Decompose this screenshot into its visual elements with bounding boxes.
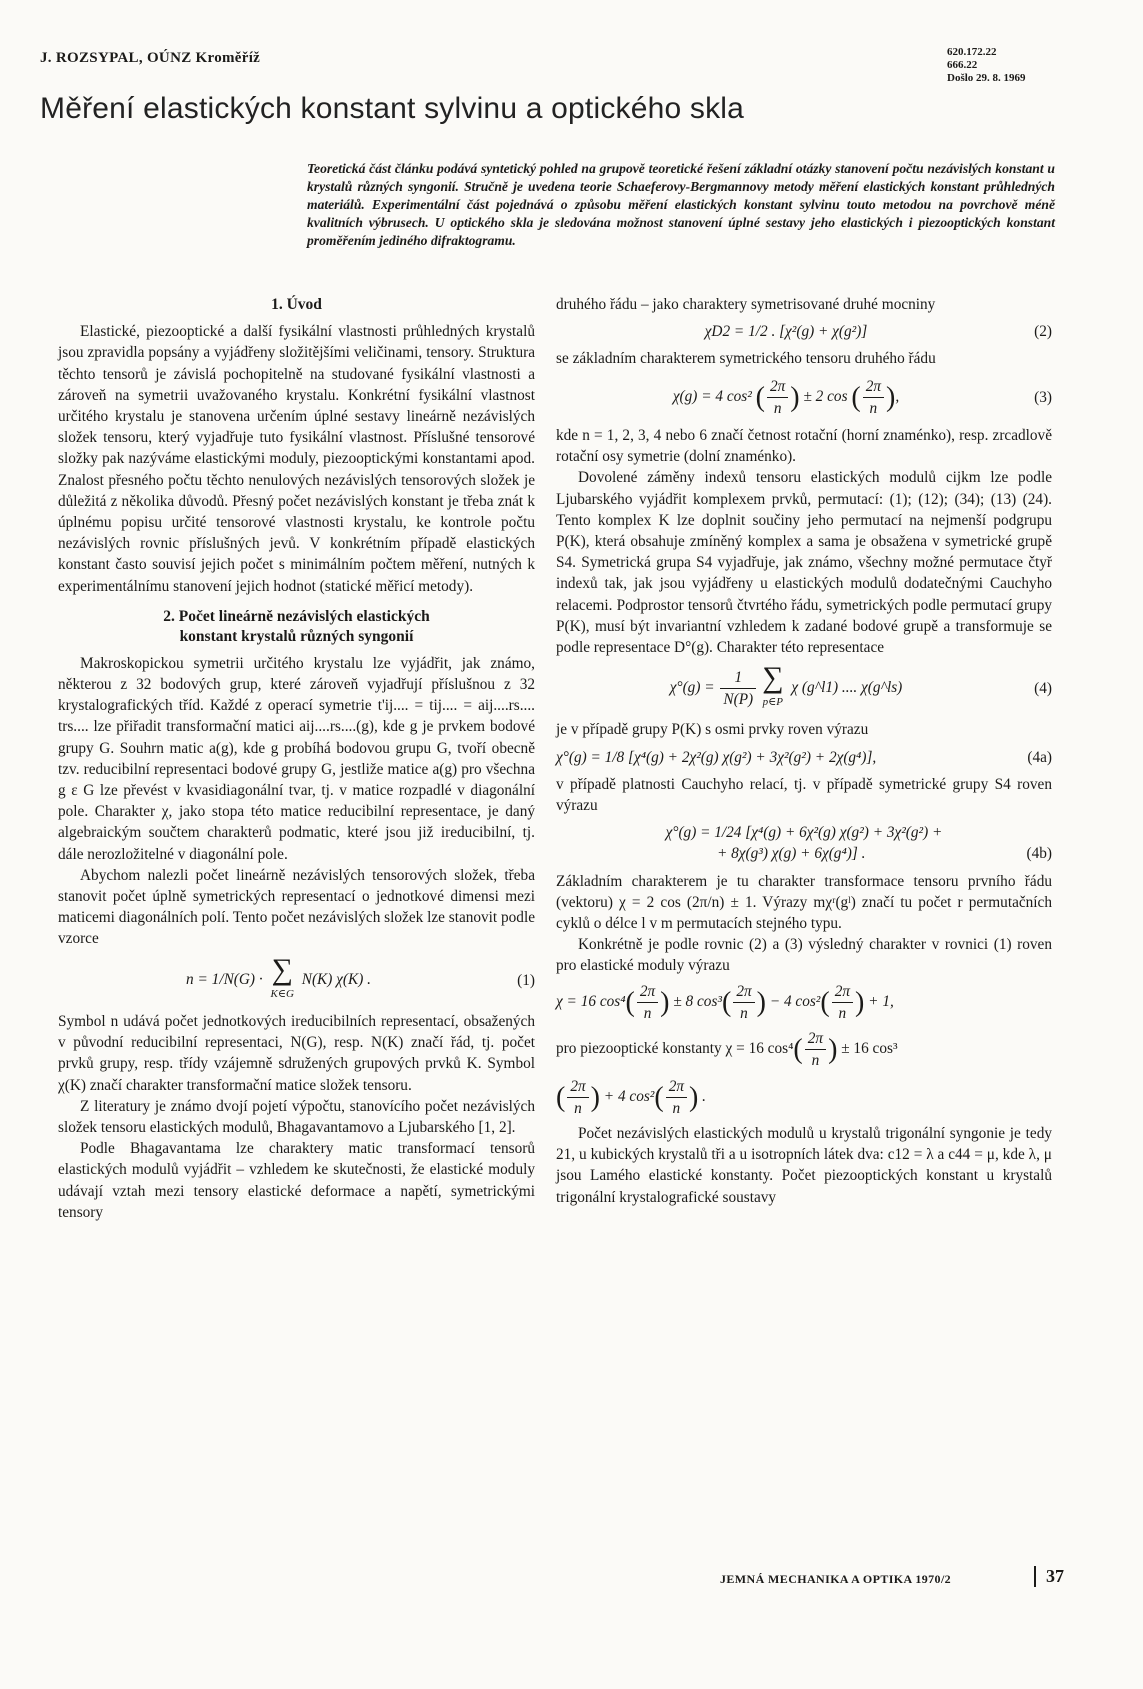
article-title: Měření elastických konstant sylvinu a optického skla — [40, 92, 745, 125]
equation-1-number: (1) — [517, 971, 535, 989]
equation-6: ( $\frac{2\pi}{n}$ ) + 4 cos²( $\frac{2\pi}{n}$ ) . — [556, 1077, 707, 1117]
symmetry-paragraph: Makroskopickou symetrii určitého krystalu lze vyjádřit, jak známo, některou z 32 bodových grup, které zároveň vyjadřují příslušnou z 32 krystalografických tříd. Každé z operací symetrie t'ij.... = tij.... = aij....rs.... trs.... lze přiřadit transformační matici aij....rs....(g), kde g je prvkem bodové grupy G. Souhrn matic a(g), kde g probíhá bodovou grupu G, tvoří obecně tzv. reducibilní representaci bodové grupy G, jestliže matice a(g) pro všechna g ε G lze převést v kvasidiagonální tvar, tj. v matice rozpadlé v diagonální pole. Charakter χ, jako stopa této matice reducibilní representace, je daný algebraickým součtem charakterů podmatic, které jsou již ireducibilní, tj. dále nerozložitelné v diagonální pole. — [58, 654, 535, 863]
page-number: 37 — [1034, 1566, 1064, 1587]
rotation-axis-paragraph: kde n = 1, 2, 3, 4 nebo 6 značí četnost rotační (horní znaménko), resp. zrcadlově rotační osy symetrie (dolní znaménko). — [556, 427, 1052, 466]
equation-1-lhs: n = 1/N(G) · — [186, 970, 267, 988]
equation-4a-number: (4a) — [1027, 748, 1052, 766]
continued-paragraph: druhého řádu – jako charaktery symetrisované druhé mocniny — [556, 296, 936, 313]
basic-character-paragraph: se základním charakterem symetrického tensoru druhého řádu — [556, 350, 936, 368]
cauchy-paragraph: v případě platnosti Cauchyho relací, tj. v případě symetrické grupy S4 roven výrazu — [556, 775, 1052, 815]
eight-elements-paragraph: je v případě grupy P(K) s osmi prvky roven výrazu — [556, 721, 869, 739]
equation-2-number: (2) — [1034, 323, 1052, 341]
equation-4: χ°(g) = $\frac{1}{N(P)}$ ∑ p∈P χ (g^l1) .... χ(g^ls) (4) — [556, 664, 1052, 713]
vector-character-paragraph: Základním charakterem je tu charakter transformace tensoru prvního řádu (vektoru) χ = 2 cos (2π/n) ± 1. Výrazy mχʳ(gˡ) značí tu počet r permutačních cyklů o délce l v m permutacích stejného typu. — [556, 872, 1052, 933]
equation-4b-number: (4b) — [1026, 845, 1052, 863]
udc-code-2: 666.22 — [947, 59, 978, 71]
sum-subscript: K∈G — [270, 987, 294, 1000]
abstract: Teoretická část článku podává syntetický pohled na grupově teoretické řešení základní otázky stanovení počtu nezávislých konstant u krystalů různých syngonií. Stručně je uvedena teorie Schaeferovy-Bergmannovy metody měření elastických konstant průhledných materiálů. Experimentální část pojednává o způsobu měření elastických konstant sylvinu touto metodou na povrchově méně kvalitních výbrusech. U optického skla je sledována možnost stanovení úplné sestavy jeho elastických i piezooptických konstant proměřením jediného difraktogramu. — [307, 161, 1055, 248]
received-date: Došlo 29. 8. 1969 — [947, 72, 1026, 84]
independent-components-paragraph: Abychom nalezli počet lineárně nezávislých tensorových složek, třeba stanovit počet úplně symetrických representací o jednotkové dimensi mezi maticemi diagonálních polí. Tento počet nezávislých složek lze stanovit podle vzorce — [58, 866, 535, 948]
right-column — [556, 294, 1052, 1208]
permutation-paragraph: Dovolené záměny indexů tensoru elastických modulů cijkm lze podle Ljubarského vyjádřit komplexem prvků, permutací: (1); (12); (34); (13) (24). Tento komplex K lze doplnit součiny jeho permutací na nejmenší podgrupu P(K), která obsahuje zmíněný komplex a sama je obsažena v symetrické grupě S4. Symetrická grupa S4 vyjadřuje, jak známo, všechny možné permutace čtyř indexů tak, jak jsou vyjádřeny u elastických modulů dodatečnými Cauchyho relacemi. Podprostor tensorů čtvrtého řádu, symetrických podle permutací grupy P(K), musí být invariantní vzhledem k zadané bodové grupě a transformuje se podle representace D°(g). Charakter této representace — [556, 469, 1052, 657]
bhagavantam-paragraph: Podle Bhagavantama lze charaktery matic transformací tensorů elastických modulů vyjádřit – vzhledem ke skutečnosti, že elastické moduly udávají vztah mezi tensory elastické deformace a napětí, symetrickými tensory — [58, 1140, 535, 1221]
literature-paragraph: Z literatury je známo dvojí pojetí výpočtu, stanovícího počet nezávislých složek tensoru elastických modulů, Bhagavantamovo a Ljubarského [1, 2]. — [58, 1097, 535, 1136]
fraction: $\frac{2\pi}{n}$ — [863, 376, 884, 419]
sum-symbol: ∑ K∈G — [270, 956, 293, 1005]
piezooptic-line: pro piezooptické konstanty χ = 16 cos⁴( $\frac{2\pi}{n}$ ) ± 16 cos³ — [556, 1030, 898, 1070]
journal-footer: JEMNÁ MECHANIKA A OPTIKA 1970/2 — [720, 1572, 952, 1586]
equation-3: χ(g) = 4 cos² ( $\frac{2\pi}{n}$ ) ± 2 cos ( $\frac{2\pi}{n}$ ), (3) — [556, 376, 1052, 419]
equation-3-number: (3) — [1034, 388, 1052, 406]
equation-3-part-b: ± 2 cos — [803, 387, 852, 405]
author-line: J. ROZSYPAL, OÚNZ Kroměříž — [40, 50, 261, 66]
section-heading-count — [58, 607, 535, 647]
sum-symbol: ∑ p∈P — [762, 661, 784, 709]
count-summary-paragraph: Počet nezávislých elastických modulů u krystalů trigonální syngonie je tedy 21, u kubických krystalů tři a u isotropních látek dva: c12 = λ a c44 = μ, kde λ, μ jsou Laméhо elastické konstanty. Počet piezooptických konstant u krystalů trigonální krystalografické soustavy — [556, 1124, 1052, 1206]
equation-3-part-a: χ(g) = 4 cos² — [672, 387, 752, 405]
equation-4b — [556, 822, 1052, 864]
equation-5: χ = 16 cos⁴( $\frac{2\pi}{n}$ ) ± 8 cos³( $\frac{2\pi}{n}$ ) − 4 cos²( $\frac{2\pi}{n}$ ) + 1, — [556, 982, 894, 1022]
section-heading-line-1: 2. Počet lineárně nezávislých elastických — [163, 607, 430, 625]
equation-4b-line-1: χ°(g) = 1/24 [χ⁴(g) + 6χ²(g) χ(g²) + 3χ²(g²) + — [665, 824, 943, 842]
equation-4-number: (4) — [1034, 680, 1052, 698]
equation-2 — [556, 321, 1052, 342]
intro-paragraph: Elastické, piezooptické a další fysikální vlastnosti průhledných krystalů jsou zpravidla popsány a vyjádřeny složitějšími veličinami, tensory. Struktura těchto tensorů je závislá pochopitelně na studované fysikální vlastnosti a zároveň na symetrii uvažovaného krystalu. Konkrétní fysikální vlastnost určitého krystalu je stanovena určením úplné sestavy lineárně nezávislých složek tensoru, který vyjadřuje tuto fysikální vlastnost. Příslušné tensorové složky pak nazýváme elastickými moduly, piezooptickými konstantami apod. Znalost přesného počtu těchto nenulových nezávislých tensorových složek je důležitá z několika důvodů. Přesný počet nezávislých konstant je třeba znát k úplnému popisu určité tensorové vlastnosti krystalu, ke kontrole počtu nezávislých rovnic příslušných jevů. V konkrétním případě elastických konstant často souvisí jejich počet s minimálním počtem měření, nutných k experimentálnímu stanovení jejich hodnot (statické měřicí metody). — [58, 323, 535, 595]
article-meta — [947, 46, 1026, 85]
fraction: $\frac{2\pi}{n}$ — [767, 376, 788, 419]
fraction: $\frac{1}{N(P)}$ — [720, 667, 756, 710]
equation-2-body: χD2 = 1/2 . [χ²(g) + χ(g²)] — [704, 323, 868, 341]
equation-4b-line-2: + 8χ(g³) χ(g) + 6χ(g⁴)] . — [717, 845, 866, 863]
resulting-character-paragraph: Konkrétně je podle rovnic (2) a (3) výsledný charakter v rovnici (1) roven pro elastické moduly výrazu — [556, 936, 1052, 975]
symbol-definition-paragraph: Symbol n udává počet jednotkových ireducibilních representací, obsažených v původní reducibilní representaci, N(G), resp. N(K) značí řád, tj. počet prvků grupy, resp. třídy vzájemně sdružených grupových prvků K. Symbol χ(K) značí charakter transformační matice složek tensoru. — [58, 1012, 535, 1094]
equation-1 — [58, 952, 535, 1005]
equation-4a — [556, 747, 1052, 768]
section-heading-intro: 1. Úvod — [271, 296, 322, 313]
equation-1-rhs: N(K) χ(K) . — [297, 970, 371, 988]
section-heading-line-2: konstant krystalů různých syngonií — [179, 627, 414, 645]
udc-code-1: 620.172.22 — [947, 46, 997, 58]
left-column — [58, 294, 535, 1223]
equation-4a-body: χ°(g) = 1/8 [χ⁴(g) + 2χ²(g) χ(g²) + 3χ²(g²) + 2χ(g⁴)], — [556, 748, 877, 766]
